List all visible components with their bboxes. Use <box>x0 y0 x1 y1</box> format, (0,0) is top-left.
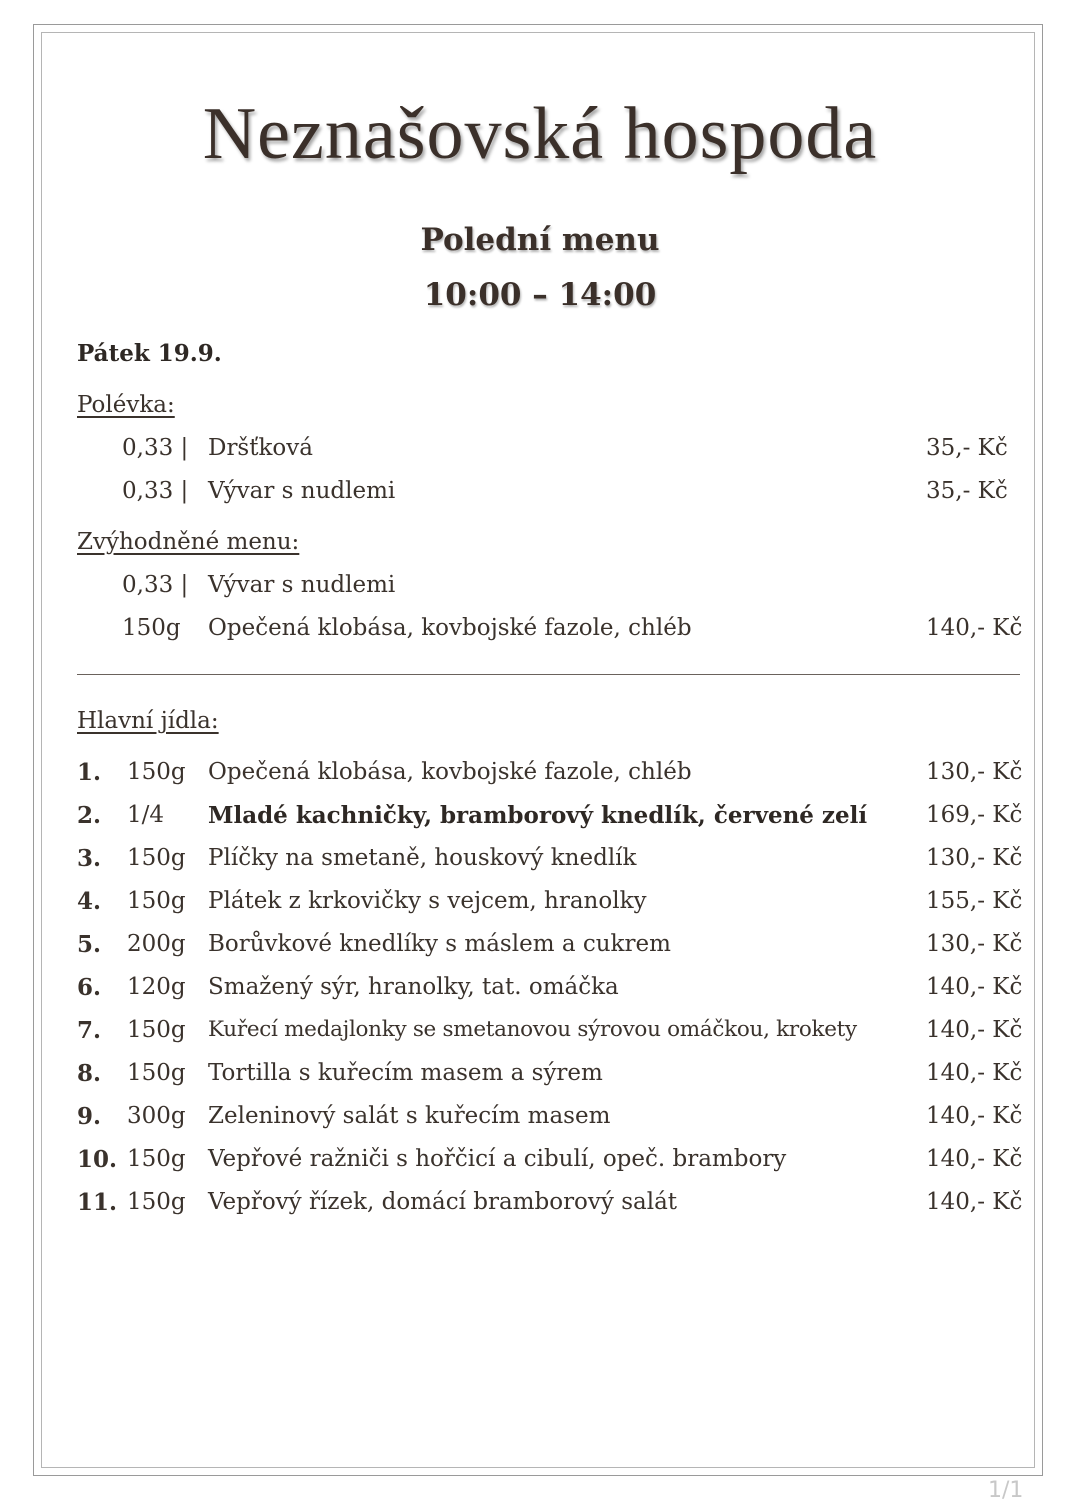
dish-number: 1. <box>77 759 102 786</box>
main-dish-row <box>0 1017 1080 1053</box>
dish-qty: 150g <box>127 1017 186 1043</box>
dish-qty: 200g <box>127 931 186 957</box>
combo-qty: 150g <box>122 615 181 641</box>
dish-qty: 1/4 <box>127 802 165 828</box>
dish-qty: 150g <box>127 1146 186 1172</box>
combo-row <box>0 572 1080 608</box>
dish-name: Plíčky na smetaně, houskový knedlík <box>208 845 637 871</box>
section-heading-soups: Polévka: <box>77 392 175 418</box>
dish-number: 3. <box>77 845 102 872</box>
dish-name: Opečená klobása, kovbojské fazole, chléb <box>208 759 692 785</box>
dish-name: Borůvkové knedlíky s máslem a cukrem <box>208 931 671 957</box>
menu-subtitle: Polední menu <box>420 222 660 258</box>
dish-number: 11. <box>77 1189 118 1216</box>
dish-number: 9. <box>77 1103 102 1130</box>
dish-price: 140,- Kč <box>926 1103 1023 1129</box>
dish-name: Smažený sýr, hranolky, tat. omáčka <box>208 974 619 1000</box>
dish-qty: 150g <box>127 1060 186 1086</box>
combo-row <box>0 615 1080 651</box>
menu-date: Pátek 19.9. <box>77 340 222 367</box>
soup-row <box>0 478 1080 514</box>
dish-price: 140,- Kč <box>926 1017 1023 1043</box>
dish-price: 140,- Kč <box>926 974 1023 1000</box>
dish-number: 10. <box>77 1146 118 1173</box>
soup-name: Dršťková <box>208 435 313 461</box>
main-dish-row <box>0 974 1080 1010</box>
dish-number: 4. <box>77 888 102 915</box>
dish-qty: 120g <box>127 974 186 1000</box>
dish-number: 6. <box>77 974 102 1001</box>
combo-name: Vývar s nudlemi <box>208 572 396 598</box>
dish-number: 8. <box>77 1060 102 1087</box>
dish-name: Tortilla s kuřecím masem a sýrem <box>208 1060 603 1086</box>
main-dish-row <box>0 759 1080 795</box>
combo-qty: 0,33 | <box>122 572 189 598</box>
dish-price: 130,- Kč <box>926 931 1023 957</box>
dish-name: Kuřecí medajlonky se smetanovou sýrovou omáčkou, krokety <box>208 1017 857 1042</box>
dish-number: 7. <box>77 1017 102 1044</box>
dish-qty: 300g <box>127 1103 186 1129</box>
main-dish-row <box>0 1103 1080 1139</box>
dish-qty: 150g <box>127 888 186 914</box>
soup-name: Vývar s nudlemi <box>208 478 396 504</box>
main-dish-row <box>0 1146 1080 1182</box>
combo-price: 140,- Kč <box>926 615 1023 641</box>
dish-qty: 150g <box>127 759 186 785</box>
dish-price: 130,- Kč <box>926 845 1023 871</box>
dish-name-highlighted: Mladé kachničky, bramborový knedlík, červené zelí <box>208 802 868 829</box>
main-dish-row <box>0 931 1080 967</box>
page-indicator: 1/1 <box>988 1478 1024 1503</box>
dish-price: 140,- Kč <box>926 1146 1023 1172</box>
dish-name: Vepřový řízek, domácí bramborový salát <box>208 1189 678 1215</box>
soup-qty: 0,33 | <box>122 478 189 504</box>
section-heading-mains: Hlavní jídla: <box>77 708 219 734</box>
dish-name: Plátek z krkovičky s vejcem, hranolky <box>208 888 647 914</box>
soup-qty: 0,33 | <box>122 435 189 461</box>
dish-qty: 150g <box>127 1189 186 1215</box>
dish-price: 140,- Kč <box>926 1189 1023 1215</box>
dish-qty: 150g <box>127 845 186 871</box>
main-dish-row <box>0 802 1080 838</box>
dish-price: 130,- Kč <box>926 759 1023 785</box>
main-dish-row <box>0 845 1080 881</box>
section-heading-combo: Zvýhodněné menu: <box>77 529 300 555</box>
soup-price: 35,- Kč <box>926 435 1008 461</box>
main-dish-row <box>0 888 1080 924</box>
dish-price: 169,- Kč <box>926 802 1023 828</box>
dish-price: 140,- Kč <box>926 1060 1023 1086</box>
combo-name: Opečená klobása, kovbojské fazole, chléb <box>208 615 692 641</box>
main-dish-row <box>0 1060 1080 1096</box>
dish-number: 2. <box>77 802 102 829</box>
dish-name: Zeleninový salát s kuřecím masem <box>208 1103 611 1129</box>
soup-row <box>0 435 1080 471</box>
dish-name: Vepřové ražniči s hořčicí a cibulí, opeč. brambory <box>208 1146 787 1172</box>
section-divider <box>77 674 1020 675</box>
restaurant-title: Neznašovská hospoda <box>202 93 878 175</box>
dish-number: 5. <box>77 931 102 958</box>
main-dish-row <box>0 1189 1080 1225</box>
menu-hours: 10:00 – 14:00 <box>423 277 657 313</box>
dish-price: 155,- Kč <box>926 888 1023 914</box>
soup-price: 35,- Kč <box>926 478 1008 504</box>
